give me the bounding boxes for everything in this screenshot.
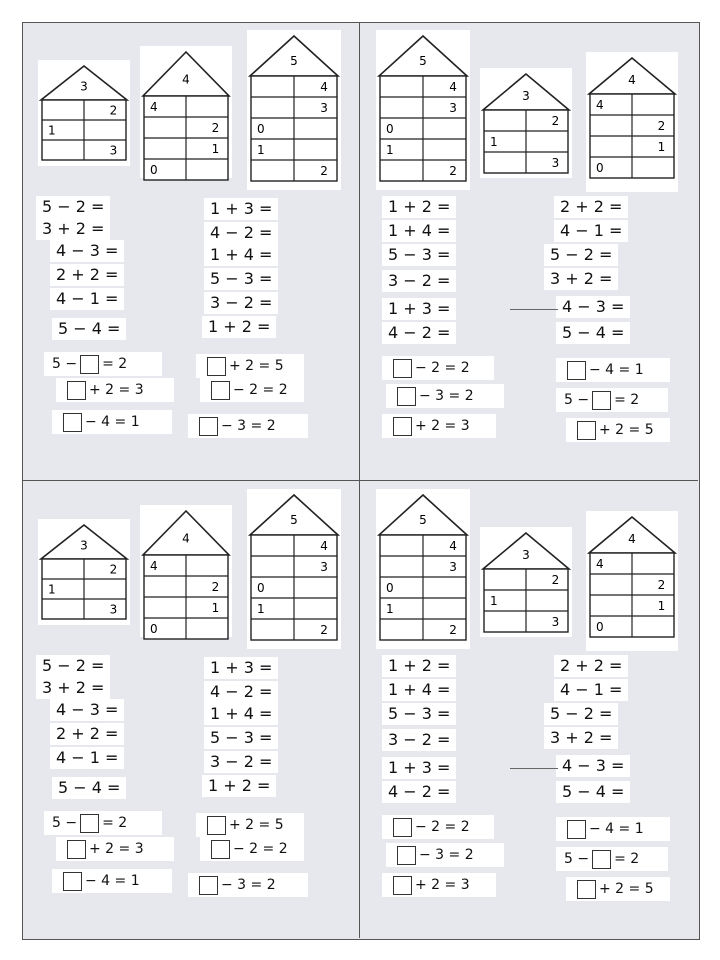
equation-after: − 4 = 1 bbox=[85, 414, 140, 430]
equation: 1 + 4 = bbox=[204, 703, 278, 725]
equation: 4 − 2 = bbox=[204, 681, 278, 703]
quadrant-bottom-left bbox=[22, 481, 359, 939]
house-cell-left: 4 bbox=[150, 559, 158, 574]
answer-box[interactable] bbox=[567, 361, 586, 380]
equation-after: − 4 = 1 bbox=[589, 821, 644, 837]
missing-number-equation bbox=[382, 873, 496, 897]
missing-number-equation bbox=[44, 811, 162, 835]
roof-number: 5 bbox=[419, 512, 427, 527]
house-4 bbox=[140, 505, 232, 637]
missing-number-equation bbox=[382, 356, 494, 380]
house-cell-left: 1 bbox=[48, 582, 56, 597]
answer-box[interactable] bbox=[63, 413, 82, 432]
house-cell-left: 0 bbox=[257, 122, 265, 137]
missing-number-equation bbox=[386, 384, 504, 408]
answer-box[interactable] bbox=[67, 840, 86, 859]
house-cell-right: 3 bbox=[551, 615, 560, 630]
equation: 5 − 4 = bbox=[556, 781, 630, 803]
house-cell-right: 4 bbox=[449, 539, 457, 554]
missing-number-equation bbox=[200, 837, 304, 861]
answer-box[interactable] bbox=[207, 357, 226, 376]
answer-box[interactable] bbox=[393, 818, 412, 837]
house-cell-left: 4 bbox=[150, 100, 158, 115]
equation: 5 − 4 = bbox=[52, 318, 126, 340]
equation: 3 − 2 = bbox=[382, 270, 456, 292]
answer-box[interactable] bbox=[393, 876, 412, 895]
house-cell-left: 1 bbox=[490, 135, 498, 150]
missing-number-equation bbox=[566, 418, 670, 442]
missing-number-equation bbox=[556, 358, 670, 382]
quadrant-top-right bbox=[360, 22, 697, 480]
equation-after: − 3 = 2 bbox=[221, 877, 276, 893]
house-cell-right: 3 bbox=[449, 101, 457, 116]
house-cell-right: 2 bbox=[109, 562, 118, 577]
equation-after: = 2 bbox=[614, 392, 640, 408]
number-house-drawing bbox=[140, 505, 232, 637]
equation: 1 + 2 = bbox=[382, 655, 456, 677]
house-cell-left: 0 bbox=[596, 161, 604, 176]
missing-number-equation bbox=[382, 815, 494, 839]
roof-number: 4 bbox=[628, 72, 636, 87]
answer-box[interactable] bbox=[577, 880, 596, 899]
equation: 3 − 2 = bbox=[382, 729, 456, 751]
equation: 2 + 2 = bbox=[554, 196, 628, 218]
missing-number-equation bbox=[52, 410, 172, 434]
house-cell-right: 2 bbox=[211, 580, 220, 595]
house-cell-left: 1 bbox=[490, 594, 498, 609]
answer-box[interactable] bbox=[592, 391, 611, 410]
number-house-drawing bbox=[586, 52, 678, 192]
equation: 3 + 2 = bbox=[544, 268, 618, 290]
equation-after: − 4 = 1 bbox=[589, 362, 644, 378]
answer-box[interactable] bbox=[67, 381, 86, 400]
house-cell-left: 1 bbox=[48, 123, 56, 138]
equation: 5 − 2 = bbox=[36, 655, 110, 677]
equation-before: 5 − bbox=[52, 815, 78, 831]
missing-number-equation bbox=[196, 813, 304, 837]
house-4 bbox=[140, 46, 232, 178]
house-cell-right: 2 bbox=[109, 103, 118, 118]
answer-box[interactable] bbox=[80, 355, 99, 374]
equation-after: + 2 = 5 bbox=[229, 817, 284, 833]
roof-number: 3 bbox=[522, 547, 530, 562]
equation: 5 − 3 = bbox=[382, 703, 456, 725]
answer-box[interactable] bbox=[207, 816, 226, 835]
answer-box[interactable] bbox=[567, 820, 586, 839]
roof-number: 3 bbox=[522, 88, 530, 103]
equation: 1 + 4 = bbox=[382, 220, 456, 242]
house-cell-left: 0 bbox=[150, 163, 158, 178]
roof-number: 4 bbox=[182, 72, 190, 87]
house-cell-right: 3 bbox=[109, 602, 118, 617]
equation: 1 + 3 = bbox=[204, 198, 278, 220]
equation-after: − 2 = 2 bbox=[233, 382, 288, 398]
house-5 bbox=[247, 30, 341, 190]
answer-box[interactable] bbox=[211, 840, 230, 859]
house-cell-right: 3 bbox=[109, 143, 118, 158]
equation: 4 − 3 = bbox=[50, 240, 124, 262]
house-4 bbox=[586, 52, 678, 192]
roof-number: 3 bbox=[80, 538, 88, 553]
equation-after: = 2 bbox=[102, 815, 128, 831]
connector-line bbox=[510, 309, 558, 310]
equation: 2 + 2 = bbox=[554, 655, 628, 677]
equation-before: 5 − bbox=[52, 356, 78, 372]
house-cell-right: 1 bbox=[211, 142, 220, 157]
roof-number: 5 bbox=[290, 512, 298, 527]
equation-after: + 2 = 3 bbox=[89, 382, 144, 398]
house-cell-left: 1 bbox=[257, 602, 265, 617]
missing-number-equation bbox=[56, 378, 174, 402]
equation-before: 5 − bbox=[564, 392, 590, 408]
house-cell-right: 2 bbox=[657, 119, 666, 134]
equation: 4 − 3 = bbox=[556, 296, 630, 318]
equation: 4 − 1 = bbox=[50, 288, 124, 310]
house-cell-left: 4 bbox=[596, 98, 604, 113]
answer-box[interactable] bbox=[393, 417, 412, 436]
missing-number-equation bbox=[44, 352, 162, 376]
house-cell-left: 0 bbox=[596, 620, 604, 635]
equation-after: + 2 = 5 bbox=[599, 422, 654, 438]
answer-box[interactable] bbox=[63, 872, 82, 891]
equation: 1 + 4 = bbox=[204, 244, 278, 266]
house-cell-right: 1 bbox=[657, 140, 666, 155]
roof-number: 4 bbox=[182, 531, 190, 546]
house-cell-right: 3 bbox=[320, 101, 328, 116]
roof-number: 5 bbox=[290, 53, 298, 68]
equation-after: + 2 = 3 bbox=[415, 418, 470, 434]
house-cell-right: 4 bbox=[320, 80, 328, 95]
equation: 1 + 2 = bbox=[202, 316, 276, 338]
house-5 bbox=[376, 30, 470, 190]
equation: 2 + 2 = bbox=[50, 723, 124, 745]
missing-number-equation bbox=[56, 837, 174, 861]
answer-box[interactable] bbox=[211, 381, 230, 400]
equation-after: − 2 = 2 bbox=[415, 819, 470, 835]
equation: 5 − 4 = bbox=[556, 322, 630, 344]
equation: 4 − 2 = bbox=[382, 322, 456, 344]
equation-before: 5 − bbox=[564, 851, 590, 867]
house-cell-right: 2 bbox=[320, 623, 328, 638]
house-5 bbox=[376, 489, 470, 649]
answer-box[interactable] bbox=[199, 417, 218, 436]
equation: 3 − 2 = bbox=[204, 292, 278, 314]
house-cell-left: 0 bbox=[257, 581, 265, 596]
answer-box[interactable] bbox=[393, 359, 412, 378]
house-cell-right: 2 bbox=[551, 573, 560, 588]
equation-after: = 2 bbox=[614, 851, 640, 867]
equation-after: + 2 = 5 bbox=[229, 358, 284, 374]
house-3 bbox=[38, 519, 130, 625]
equation: 1 + 3 = bbox=[204, 657, 278, 679]
house-5 bbox=[247, 489, 341, 649]
equation-after: + 2 = 5 bbox=[599, 881, 654, 897]
equation: 1 + 3 = bbox=[382, 298, 456, 320]
answer-box[interactable] bbox=[199, 876, 218, 895]
equation: 4 − 1 = bbox=[554, 679, 628, 701]
number-house-drawing bbox=[247, 30, 341, 190]
equation: 4 − 1 = bbox=[50, 747, 124, 769]
house-cell-right: 2 bbox=[449, 164, 457, 179]
equation-after: − 2 = 2 bbox=[233, 841, 288, 857]
house-cell-left: 0 bbox=[150, 622, 158, 637]
equation: 5 − 3 = bbox=[204, 727, 278, 749]
equation: 1 + 4 = bbox=[382, 679, 456, 701]
house-cell-left: 1 bbox=[386, 602, 394, 617]
missing-number-equation bbox=[196, 354, 304, 378]
house-cell-left: 0 bbox=[386, 581, 394, 596]
answer-box[interactable] bbox=[397, 387, 416, 406]
equation: 4 − 3 = bbox=[556, 755, 630, 777]
house-cell-left: 1 bbox=[257, 143, 265, 158]
house-cell-right: 3 bbox=[320, 560, 328, 575]
number-house-drawing bbox=[140, 46, 232, 178]
house-cell-right: 1 bbox=[211, 601, 220, 616]
equation-after: − 2 = 2 bbox=[415, 360, 470, 376]
house-cell-right: 2 bbox=[551, 114, 560, 129]
house-cell-right: 3 bbox=[551, 156, 560, 171]
missing-number-equation bbox=[52, 869, 172, 893]
number-house-drawing bbox=[376, 489, 470, 649]
equation: 1 + 3 = bbox=[382, 757, 456, 779]
equation: 5 − 3 = bbox=[204, 268, 278, 290]
house-cell-right: 3 bbox=[449, 560, 457, 575]
answer-box[interactable] bbox=[80, 814, 99, 833]
equation: 1 + 2 = bbox=[382, 196, 456, 218]
house-cell-right: 2 bbox=[320, 164, 328, 179]
equation: 1 + 2 = bbox=[202, 775, 276, 797]
roof-number: 4 bbox=[628, 531, 636, 546]
house-4 bbox=[586, 511, 678, 651]
house-cell-right: 2 bbox=[657, 578, 666, 593]
equation: 3 + 2 = bbox=[36, 218, 110, 240]
house-3 bbox=[480, 527, 572, 637]
roof-number: 3 bbox=[80, 79, 88, 94]
equation: 4 − 2 = bbox=[204, 222, 278, 244]
house-cell-left: 1 bbox=[386, 143, 394, 158]
equation: 5 − 2 = bbox=[544, 703, 618, 725]
roof-number: 5 bbox=[419, 53, 427, 68]
equation: 3 + 2 = bbox=[544, 727, 618, 749]
equation: 4 − 1 = bbox=[554, 220, 628, 242]
equation: 5 − 2 = bbox=[36, 196, 110, 218]
equation: 2 + 2 = bbox=[50, 264, 124, 286]
house-cell-left: 0 bbox=[386, 122, 394, 137]
equation-after: − 3 = 2 bbox=[221, 418, 276, 434]
house-3 bbox=[480, 68, 572, 178]
number-house-drawing bbox=[586, 511, 678, 651]
number-house-drawing bbox=[38, 60, 130, 166]
equation-after: − 4 = 1 bbox=[85, 873, 140, 889]
equation: 5 − 2 = bbox=[544, 244, 618, 266]
equation-after: + 2 = 3 bbox=[89, 841, 144, 857]
missing-number-equation bbox=[386, 843, 504, 867]
missing-number-equation bbox=[566, 877, 670, 901]
equation-after: − 3 = 2 bbox=[419, 388, 474, 404]
connector-line bbox=[510, 768, 558, 769]
equation: 5 − 4 = bbox=[52, 777, 126, 799]
number-house-drawing bbox=[480, 527, 572, 637]
number-house-drawing bbox=[247, 489, 341, 649]
house-cell-right: 2 bbox=[211, 121, 220, 136]
missing-number-equation bbox=[188, 873, 308, 897]
house-cell-right: 4 bbox=[449, 80, 457, 95]
missing-number-equation bbox=[382, 414, 496, 438]
house-cell-right: 1 bbox=[657, 599, 666, 614]
equation-after: + 2 = 3 bbox=[415, 877, 470, 893]
missing-number-equation bbox=[188, 414, 308, 438]
missing-number-equation bbox=[200, 378, 304, 402]
number-house-drawing bbox=[38, 519, 130, 625]
quadrant-top-left bbox=[22, 22, 359, 480]
equation-after: = 2 bbox=[102, 356, 128, 372]
house-cell-right: 2 bbox=[449, 623, 457, 638]
answer-box[interactable] bbox=[592, 850, 611, 869]
equation-after: − 3 = 2 bbox=[419, 847, 474, 863]
equation: 4 − 3 = bbox=[50, 699, 124, 721]
number-house-drawing bbox=[376, 30, 470, 190]
missing-number-equation bbox=[556, 388, 668, 412]
answer-box[interactable] bbox=[397, 846, 416, 865]
equation: 4 − 2 = bbox=[382, 781, 456, 803]
equation: 3 − 2 = bbox=[204, 751, 278, 773]
answer-box[interactable] bbox=[577, 421, 596, 440]
missing-number-equation bbox=[556, 847, 668, 871]
missing-number-equation bbox=[556, 817, 670, 841]
house-cell-left: 4 bbox=[596, 557, 604, 572]
number-house-drawing bbox=[480, 68, 572, 178]
quadrant-bottom-right bbox=[360, 481, 697, 939]
equation: 3 + 2 = bbox=[36, 677, 110, 699]
house-cell-right: 4 bbox=[320, 539, 328, 554]
house-3 bbox=[38, 60, 130, 166]
equation: 5 − 3 = bbox=[382, 244, 456, 266]
